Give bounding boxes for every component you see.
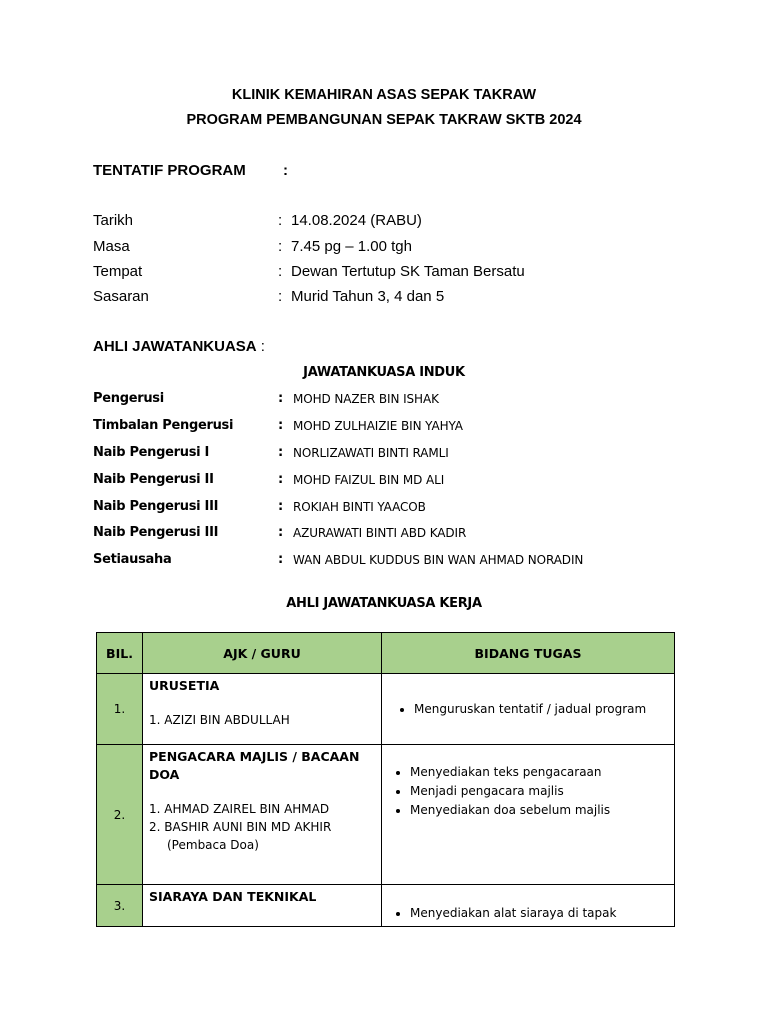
row-number: 1.: [97, 674, 143, 745]
info-label: Tarikh: [93, 212, 134, 229]
committee-colon: :: [278, 418, 284, 433]
ahli-jawatankuasa-colon: :: [256, 338, 265, 355]
tentatif-colon: :: [283, 162, 288, 179]
info-label: Tempat: [93, 263, 143, 280]
committee-name: MOHD NAZER BIN ISHAK: [293, 392, 439, 406]
info-colon: :: [278, 212, 283, 229]
info-colon: :: [278, 238, 283, 255]
task-list: [390, 763, 666, 820]
ajk-category: URUSETIA: [149, 678, 220, 693]
committee-role: Naib Pengerusi II: [93, 472, 214, 487]
committee-role: Naib Pengerusi III: [93, 499, 219, 514]
table-row: [97, 745, 675, 885]
tentatif-heading: TENTATIF PROGRAM: [93, 162, 246, 179]
tugas-cell: [382, 674, 675, 745]
committee-role: Setiausaha: [93, 552, 172, 567]
info-colon: :: [278, 263, 283, 280]
ajk-category: PENGACARA MAJLIS / BACAAN DOA: [149, 749, 360, 782]
ajk-cell: [143, 674, 382, 745]
table-header-row: [97, 633, 675, 674]
document-title-line1: KLINIK KEMAHIRAN ASAS SEPAK TAKRAW: [231, 87, 537, 103]
committee-name: WAN ABDUL KUDDUS BIN WAN AHMAD NORADIN: [293, 553, 584, 567]
info-value: Murid Tahun 3, 4 dan 5: [291, 288, 445, 305]
tugas-cell: [382, 885, 675, 927]
info-label: Sasaran: [93, 288, 149, 305]
info-value: Dewan Tertutup SK Taman Bersatu: [291, 263, 525, 280]
task-list: [390, 904, 666, 923]
committee-role: Naib Pengerusi I: [93, 445, 210, 460]
committee-name: MOHD FAIZUL BIN MD ALI: [293, 473, 445, 487]
column-header-tugas: BIDANG TUGAS: [382, 633, 675, 674]
jawatankuasa-induk-heading: JAWATANKUASA INDUK: [303, 365, 465, 380]
ajk-cell: [143, 885, 382, 927]
committee-role: Pengerusi: [93, 391, 164, 406]
committee-colon: :: [278, 445, 284, 460]
task-item: • Menjadi pengacara majlis: [410, 782, 666, 801]
committee-name: MOHD ZULHAIZIE BIN YAHYA: [293, 419, 463, 433]
committee-role: Naib Pengerusi III: [93, 525, 219, 540]
task-item: • Menyediakan teks pengacaraan: [410, 763, 666, 782]
ajk-table: [96, 632, 675, 927]
document-title-line2: PROGRAM PEMBANGUNAN SEPAK TAKRAW SKTB 2024: [186, 112, 582, 128]
committee-colon: :: [278, 499, 284, 514]
ahli-jawatankuasa-label: AHLI JAWATANKUASA: [93, 338, 257, 355]
committee-name: NORLIZAWATI BINTI RAMLI: [293, 446, 449, 460]
jawatankuasa-kerja-heading: AHLI JAWATANKUASA KERJA: [286, 596, 482, 611]
info-value: 14.08.2024 (RABU): [291, 212, 422, 229]
ajk-member: 2. BASHIR AUNI BIN MD AKHIR: [149, 820, 332, 834]
info-value: 7.45 pg – 1.00 tgh: [291, 238, 412, 255]
info-label: Masa: [93, 238, 130, 255]
task-item: • Menguruskan tentatif / jadual program: [414, 700, 666, 719]
ajk-member-note: (Pembaca Doa): [167, 838, 259, 852]
task-item: • Menyediakan doa sebelum majlis: [410, 801, 666, 820]
column-header-bil: BIL.: [97, 633, 143, 674]
ajk-category: SIARAYA DAN TEKNIKAL: [149, 889, 317, 904]
ajk-member: 1. AZIZI BIN ABDULLAH: [149, 713, 290, 727]
table-row: [97, 674, 675, 745]
committee-colon: :: [278, 525, 284, 540]
ajk-cell: [143, 745, 382, 885]
committee-name: AZURAWATI BINTI ABD KADIR: [293, 526, 467, 540]
column-header-ajk: AJK / GURU: [143, 633, 382, 674]
task-list: [390, 700, 666, 719]
committee-role: Timbalan Pengerusi: [93, 418, 234, 433]
row-number: 2.: [97, 745, 143, 885]
committee-name: ROKIAH BINTI YAACOB: [293, 500, 426, 514]
committee-colon: :: [278, 391, 284, 406]
tugas-cell: [382, 745, 675, 885]
row-number: 3.: [97, 885, 143, 927]
committee-colon: :: [278, 472, 284, 487]
task-item: • Menyediakan alat siaraya di tapak: [410, 904, 666, 923]
ahli-jawatankuasa-heading: [93, 338, 265, 355]
committee-colon: :: [278, 552, 284, 567]
info-colon: :: [278, 288, 283, 305]
ajk-member: 1. AHMAD ZAIREL BIN AHMAD: [149, 802, 330, 816]
table-row: [97, 885, 675, 927]
